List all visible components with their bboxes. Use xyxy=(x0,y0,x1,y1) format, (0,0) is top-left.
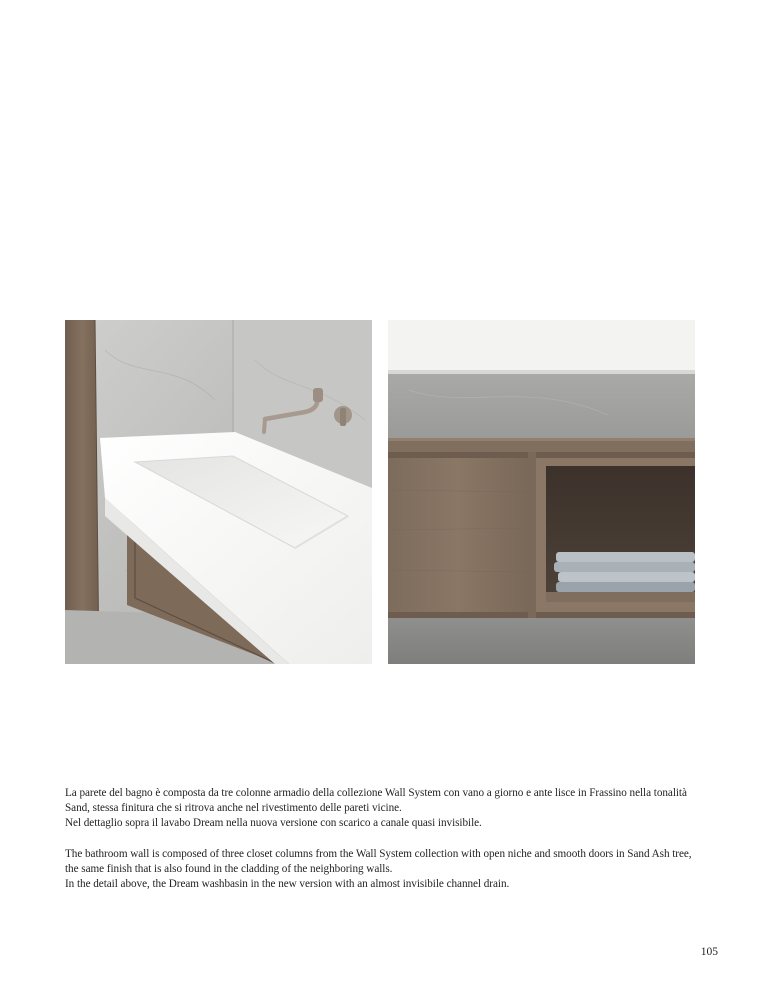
caption-english xyxy=(65,847,715,893)
caption-english-line-1: The bathroom wall is composed of three closet columns from the Wall System collection with open niche and smooth doors in Sand Ash tree, xyxy=(65,847,692,860)
caption-english-line-2: the same finish that is also found in the cladding of the neighboring walls. xyxy=(65,862,393,875)
page-number: 105 xyxy=(700,946,718,958)
wall-cabinet-photo-icon xyxy=(388,320,695,664)
captions xyxy=(65,786,715,892)
washbasin-photo-icon xyxy=(65,320,372,664)
caption-italian-line-2: Sand, stessa finitura che si ritrova anche nel rivestimento delle pareti vicine. xyxy=(65,802,402,815)
washbasin-photo xyxy=(65,320,372,664)
caption-italian-line-3: Nel dettaglio sopra il lavabo Dream nella nuova versione con scarico a canale quasi invisibile. xyxy=(65,817,482,830)
caption-english-line-3: In the detail above, the Dream washbasin in the new version with an almost invisibile channel drain. xyxy=(65,878,510,891)
wall-cabinet-photo xyxy=(388,320,695,664)
caption-italian-line-1: La parete del bagno è composta da tre colonne armadio della collezione Wall System con vano a giorno e ante lisce in Frassino nella tonalità xyxy=(65,787,687,799)
caption-italian xyxy=(65,786,715,832)
